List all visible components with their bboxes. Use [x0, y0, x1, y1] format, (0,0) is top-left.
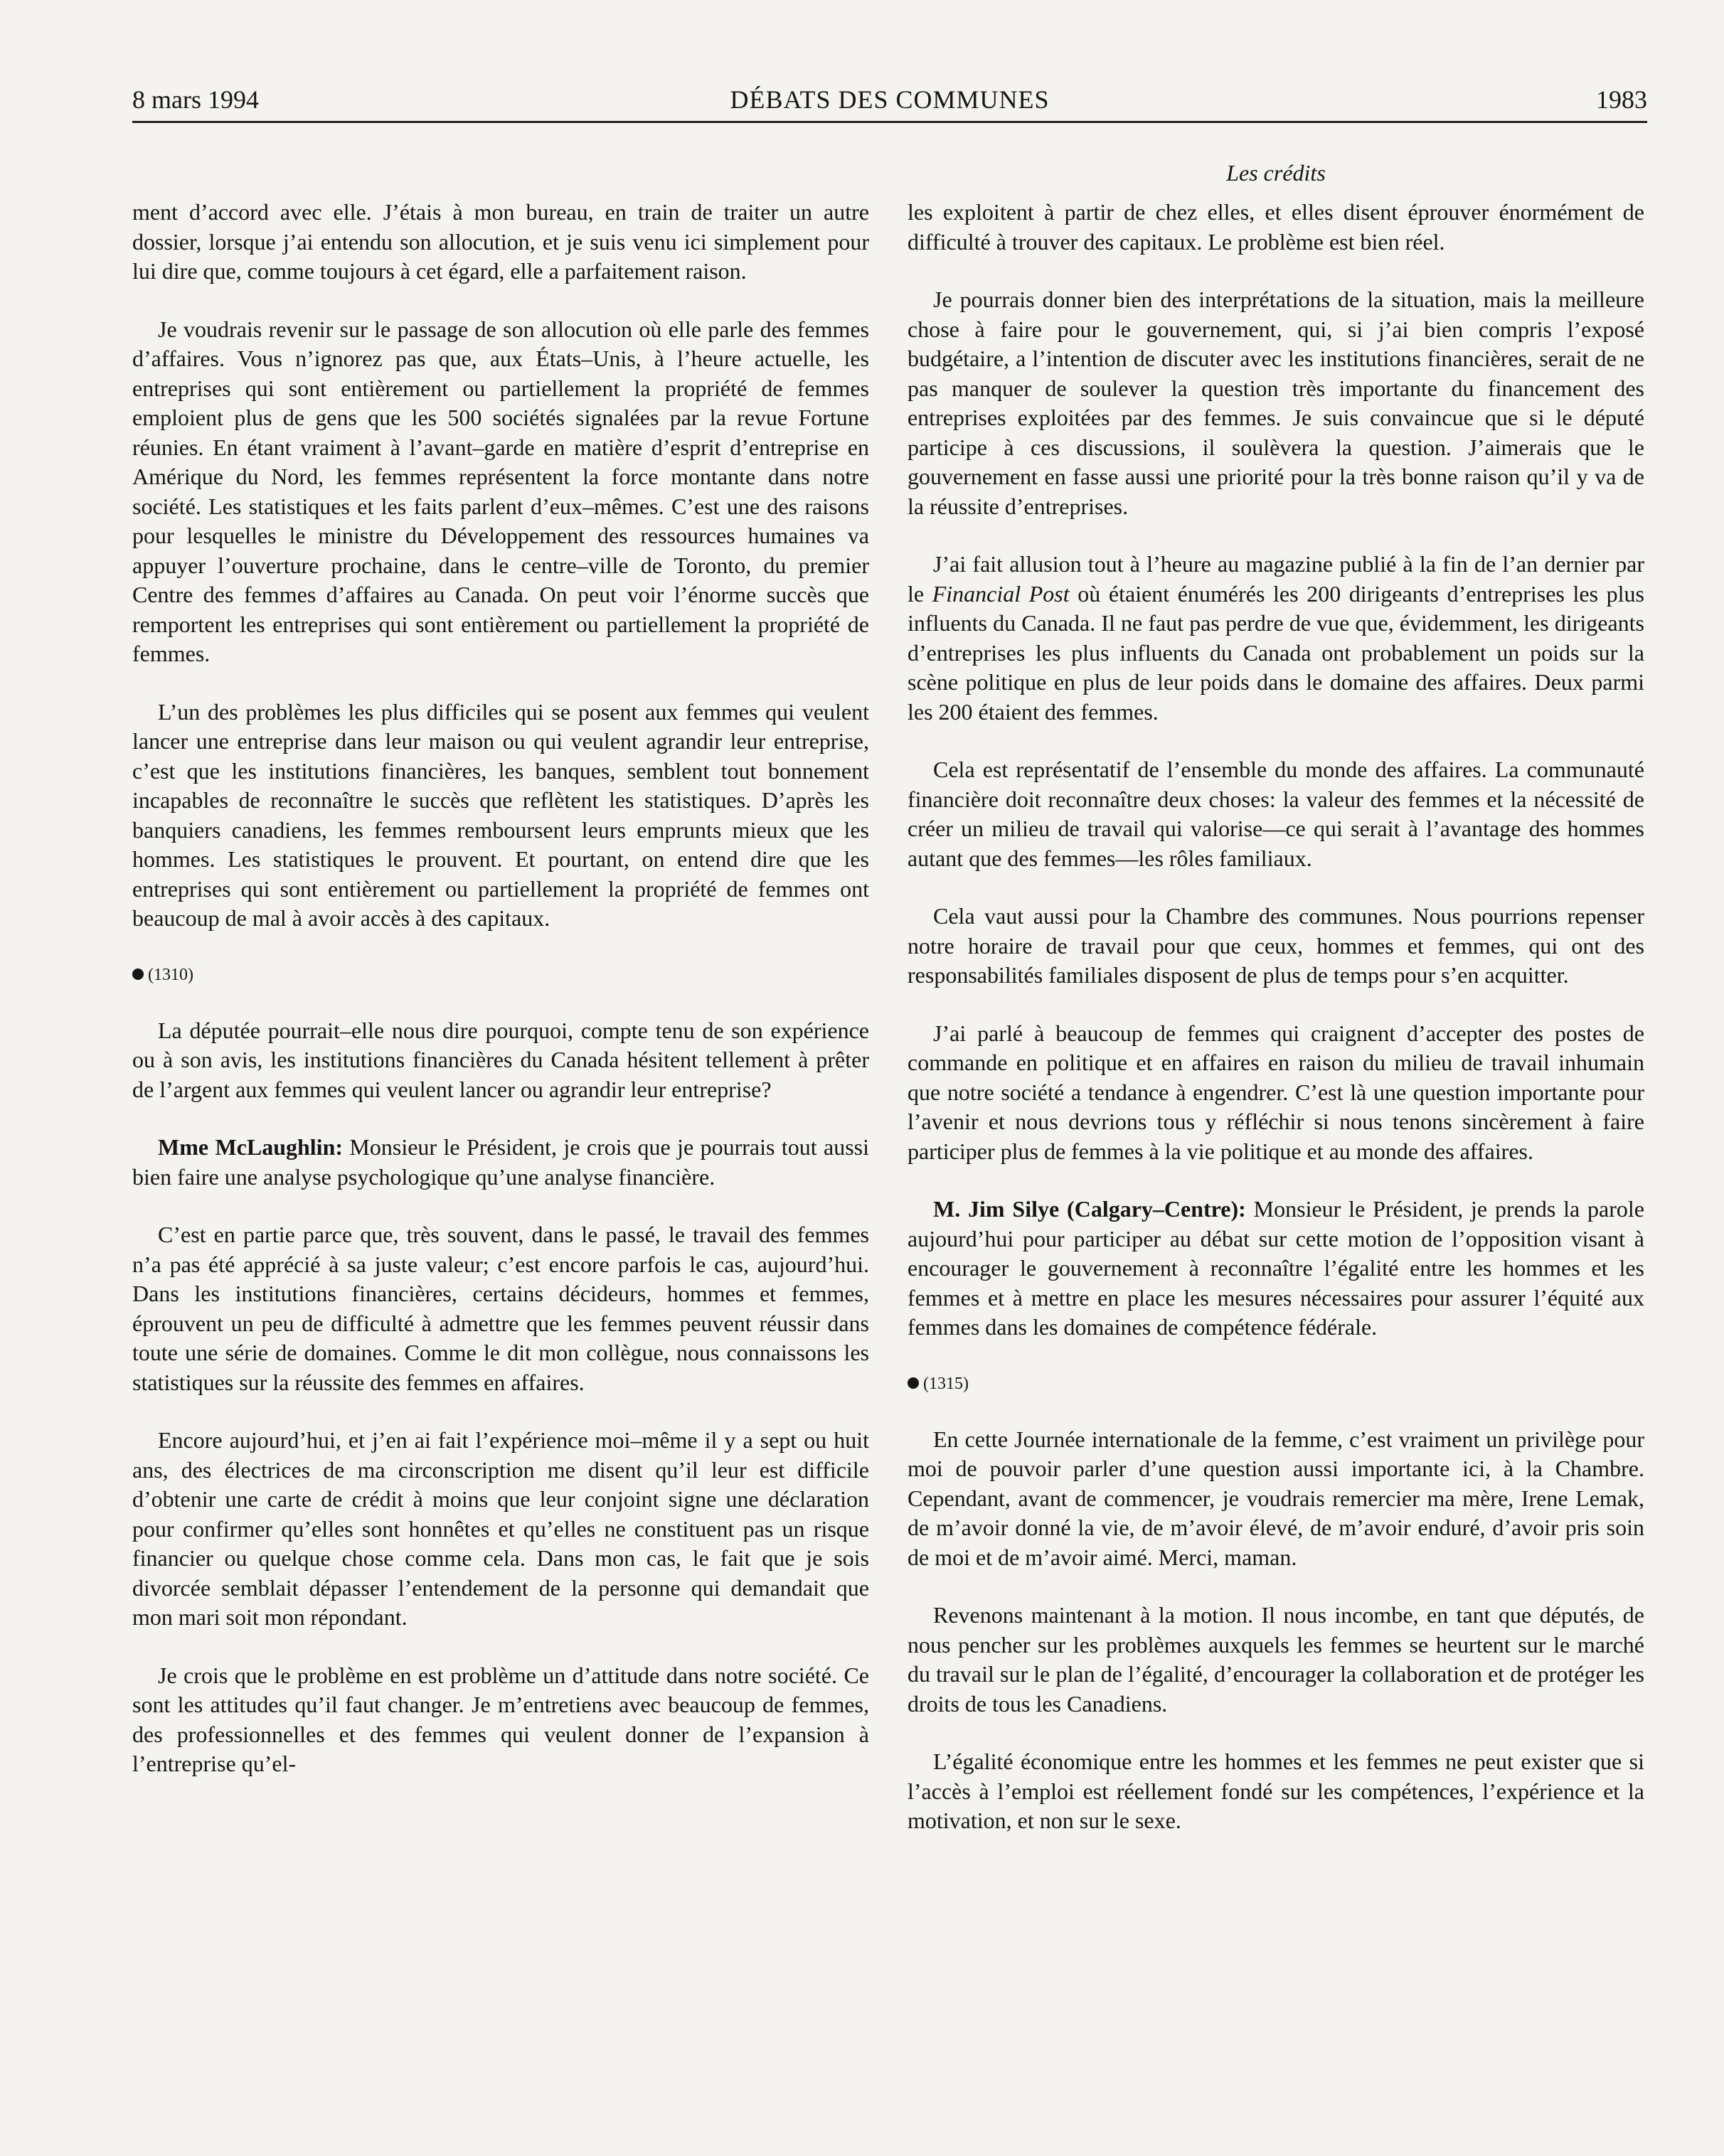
left-paragraph-3: L’un des problèmes les plus difficiles qui se posent aux femmes qui veulent lancer une entreprise dans leur maison ou qui veulent agrandir leur entreprise, c’est que les institutions financières, les banques, semblent tout bonnement incapables de reconnaître le succès que reflètent les statistiques. D’après les banquiers canadiens, les femmes remboursent leurs emprunts mieux que les hommes. Les statistiques le prouvent. Et pourtant, on entend dire que les entreprises qui sont entièrement ou partiellement la propriété de femmes ont beaucoup de mal à avoir accès à des capitaux.: [132, 698, 869, 931]
header-date: 8 mars 1994: [132, 85, 259, 114]
right-paragraph-10: L’égalité économique entre les hommes et les femmes ne peut exister que si l’accès à l’emploi est réellement fondé sur les compétences, l’expérience et la motivation, et non sur le sexe.: [908, 1749, 1644, 1833]
right-paragraph-1: les exploitent à partir de chez elles, et elles disent éprouver énormément de difficulté à trouver des capitaux. Le problème est bien réel.: [908, 199, 1644, 255]
timecode-marker: [908, 1371, 1644, 1397]
timecode-marker: [132, 962, 869, 988]
right-paragraph-8: En cette Journée internationale de la femme, c’est vraiment un privilège pour moi de pouvoir parler d’une question aussi importante ici, à la Chambre. Cependant, avant de commencer, je voudrais remercier ma mère, Irene Lemak, de m’avoir donné la vie, de m’avoir élevé, de m’avoir enduré, d’avoir pris soin de moi et de m’avoir aimé. Merci, maman.: [908, 1426, 1644, 1570]
timecode-text: (1315): [923, 1374, 969, 1393]
left-paragraph-5: [132, 1133, 869, 1192]
speech-text: Monsieur le Président, je prends la parole aujourd’hui pour participer au débat sur cette motion de l’opposition visant à encourager le gouvernement à reconnaître l’égalité entre les hommes et les femmes et à mettre en place les mesures nécessaires pour assurer l’équité aux femmes dans les domaines de compétence fédérale.: [908, 1196, 1645, 1340]
left-paragraph-7: Encore aujourd’hui, et j’en ai fait l’expérience moi–même il y a sept ou huit ans, des électrices de ma circonscription me disent qu’il leur est difficile d’obtenir une carte de crédit à moins que leur conjoint signe une déclaration pour confirmer qu’elles sont honnêtes et qu’elles ne constituent pas un risque financier ou quelque chose comme cela. Dans mon cas, le fait que je sois divorcée semblait dépasser l’entendement de la personne qui demandait que mon mari soit mon répondant.: [132, 1427, 869, 1630]
running-head: Les crédits: [1226, 160, 1326, 186]
header-page-number: 1983: [1596, 85, 1647, 114]
left-paragraph-8: Je crois que le problème en est problème un d’attitude dans notre société. Ce sont les attitudes qu’il faut changer. Je m’entretiens avec beaucoup de femmes, des professionnelles et des femmes qui veulent donner de l’expansion à l’entreprise qu’el-: [132, 1662, 869, 1776]
paragraph-text: J’ai fait allusion tout à l’heure au magazine publié à la fin de l’an dernier par le: [908, 551, 1644, 607]
right-paragraph-3: [908, 550, 1644, 727]
left-column: [132, 198, 869, 1808]
right-paragraph-6: J’ai parlé à beaucoup de femmes qui craignent d’accepter des postes de commande en politique et en affaires en raison du milieu de travail inhumain que notre société a tendance à engendrer. C’est là une question importante pour l’avenir et nous devrions tous y réfléchir si nous tenons sincèrement à faire participer plus de femmes à la vie politique et au monde des affaires.: [908, 1020, 1644, 1164]
paragraph-text: où étaient énumérés les 200 dirigeants d’entreprises les plus influents du Canada. Il ne faut pas perdre de vue que, évidemment, les dirigeants d’entreprises les plus influents du Canada ont probablement un poids sur la scène politique en plus de leur poids dans le domaine des affaires. Deux parmi les 200 étaient des femmes.: [908, 580, 1645, 725]
left-paragraph-6: C’est en partie parce que, très souvent, dans le passé, le travail des femmes n’a pas été apprécié à sa juste valeur; c’est encore parfois le cas, aujourd’hui. Dans les institutions financières, certains décideurs, hommes et femmes, éprouvent un peu de difficulté à admettre que les femmes peuvent réussir dans toute une série de domaines. Comme le dit mon collègue, nous connaissons les statistiques sur la réussite des femmes en affaires.: [132, 1222, 869, 1395]
timecode-text: (1310): [148, 965, 193, 984]
speech-text: Monsieur le Président, je crois que je pourrais tout aussi bien faire une analyse psychologique qu’une analyse financière.: [132, 1134, 870, 1190]
right-paragraph-5: Cela vaut aussi pour la Chambre des communes. Nous pourrions repenser notre horaire de travail pour que ceux, hommes et femmes, qui ont des responsabilités familiales disposent de plus de temps pour s’en acquitter.: [908, 903, 1644, 988]
bullet-icon: [908, 1377, 919, 1389]
header-rule: [132, 121, 1647, 123]
header-publication-title: DÉBATS DES COMMUNES: [730, 85, 1050, 114]
left-paragraph-1: ment d’accord avec elle. J’étais à mon bureau, en train de traiter un autre dossier, lorsque j’ai entendu son allocution, et je suis venu ici simplement pour lui dire que, comme toujours à cet égard, elle a parfaitement raison.: [132, 199, 869, 284]
bullet-icon: [132, 968, 144, 980]
right-paragraph-7: [908, 1195, 1644, 1343]
page-header: [132, 80, 1647, 119]
speaker-name: M. Jim Silye (Calgary–Centre):: [933, 1196, 1246, 1222]
left-paragraph-4: La députée pourrait–elle nous dire pourquoi, compte tenu de son expérience ou à son avis, les institutions financières du Canada hésitent tellement à prêter de l’argent aux femmes qui veulent lancer ou agrandir leur entreprise?: [132, 1017, 869, 1102]
right-paragraph-9: Revenons maintenant à la motion. Il nous incombe, en tant que députés, de nous pencher sur les problèmes auxquels les femmes se heurtent sur le marché du travail sur le plan de l’égalité, d’encourager la collaboration et de protéger les droits de tous les Canadiens.: [908, 1602, 1644, 1717]
publication-name: Financial Post: [932, 580, 1070, 607]
right-paragraph-4: Cela est représentatif de l’ensemble du monde des affaires. La communauté financière doit reconnaître deux choses: la valeur des femmes et la nécessité de créer un milieu de travail qui valorise—ce qui serait à l’avantage des hommes autant que des femmes—les rôles familiaux.: [908, 757, 1644, 871]
right-paragraph-2: Je pourrais donner bien des interprétations de la situation, mais la meilleure chose à faire pour le gouvernement, qui, si j’ai bien compris l’exposé budgétaire, a l’intention de discuter avec les institutions financières, serait de ne pas manquer de soulever la question très importante du financement des entreprises exploitées par des femmes. Je suis convaincue que si le député participe à ces discussions, il soulèvera la question. J’aimerais que le gouvernement en fasse aussi une priorité pour la très bonne raison qu’il y va de la réussite d’entreprises.: [908, 287, 1644, 519]
right-column: [908, 198, 1644, 1864]
speaker-name: Mme McLaughlin:: [158, 1134, 344, 1160]
left-paragraph-2: Je voudrais revenir sur le passage de son allocution où elle parle des femmes d’affaires. Vous n’ignorez pas que, aux États–Unis, à l’heure actuelle, les entreprises qui sont entièrement ou partiellement la propriété de femmes emploient plus de gens que les 500 sociétés signalées par la revue Fortune réunies. En étant vraiment à l’avant–garde en matière d’esprit d’entreprise en Amérique du Nord, les femmes représentent la force montante dans notre société. Les statistiques et les faits parlent d’eux–mêmes. C’est une des raisons pour lesquelles le ministre du Développement des ressources humaines va appuyer l’ouverture prochaine, dans le centre–ville de Toronto, du premier Centre des femmes d’affaires au Canada. On peut voir l’énorme succès que remportent les entreprises qui sont entièrement ou partiellement la propriété de femmes.: [132, 316, 869, 666]
